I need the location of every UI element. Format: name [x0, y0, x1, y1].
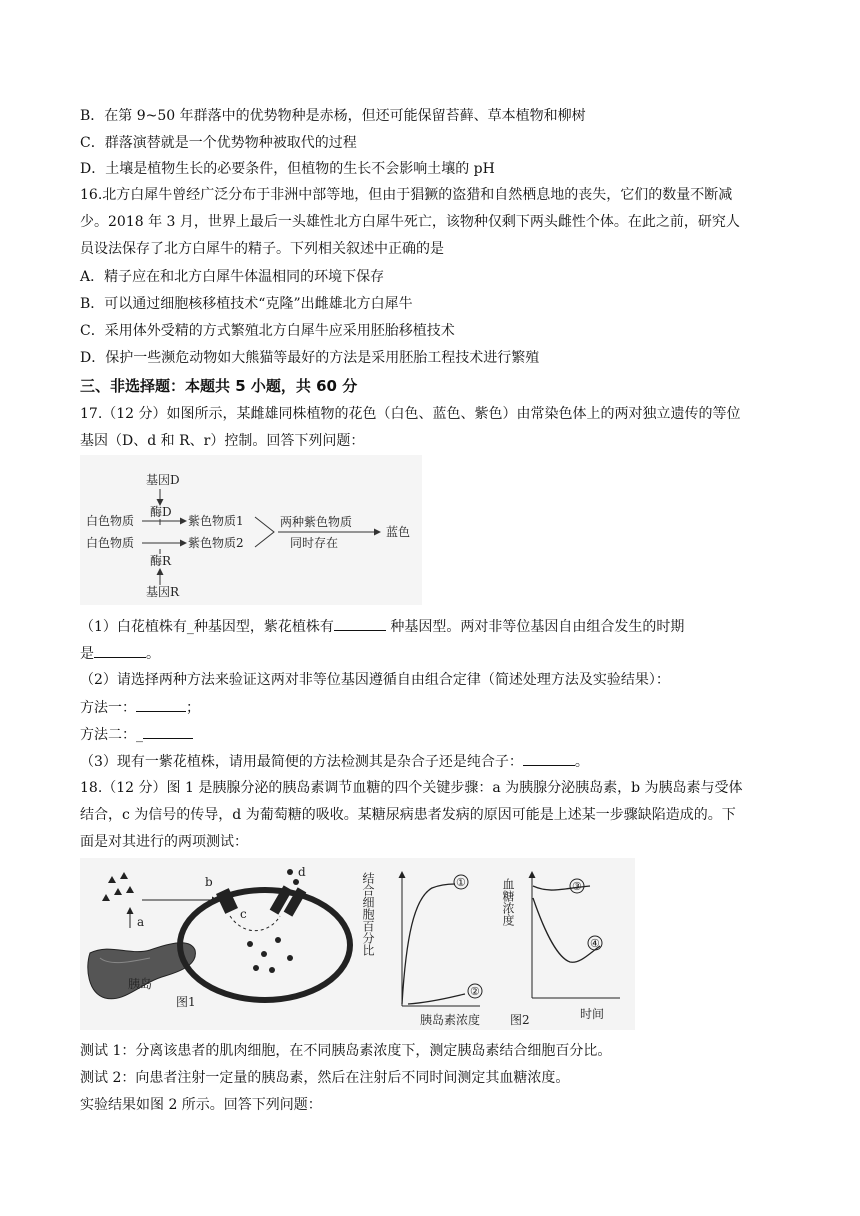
enzyme-r-label: 酶R: [150, 554, 172, 568]
figure-2-right-graph: [501, 872, 620, 1027]
step-c-label: c: [240, 907, 247, 921]
curve-2-label: ②: [470, 985, 480, 998]
q15-option-c: C．群落演替就是一个优势物种被取代的过程: [80, 135, 357, 151]
both-purple-label: 两种紫色物质: [280, 515, 353, 529]
insulin-figures: [80, 858, 635, 1030]
y-axis-label-binding: 结合细胞百分比: [361, 872, 375, 956]
q16-stem-line1: 16.北方白犀牛曾经广泛分布于非洲中部等地，但由于猖獗的盗猎和自然栖息地的丧失，它们的数量不断减: [80, 187, 733, 203]
answer-blank[interactable]: [94, 643, 146, 658]
purple-substance-1: 紫色物质1: [188, 514, 244, 528]
q17-part1: （1）白花植株有_种基因型，紫花植株有 种基因型。两对非等位基因自由组合发生的时期: [80, 616, 684, 637]
q17-part3: （3）现有一紫花植株，请用最简便的方法检测其是杂合子还是纯合子： 。: [80, 751, 589, 772]
white-substance-1: 白色物质: [86, 514, 135, 528]
purple-substance-2: 紫色物质2: [188, 536, 244, 550]
x-axis-label-time: 时间: [580, 1007, 605, 1021]
curve-4-label: ④: [590, 937, 600, 950]
gene-r-label: 基因R: [146, 585, 180, 599]
white-substance-2: 白色物质: [86, 536, 135, 550]
q17-stem-line2: 基因（D、d 和 R、r）控制。回答下列问题：: [80, 433, 365, 449]
q16-option-a: A．精子应在和北方白犀牛体温相同的环境下保存: [80, 269, 385, 285]
q16-stem-line3: 员设法保存了北方白犀牛的精子。下列相关叙述中正确的是: [80, 241, 444, 257]
pancreas-label: 胰岛: [128, 977, 153, 991]
curve-1-label: ①: [456, 876, 466, 889]
q18-stem-line3: 面是对其进行的两项测试：: [80, 834, 248, 850]
answer-blank[interactable]: [136, 697, 186, 712]
q18-stem-line1: 18.（12 分）图 1 是胰腺分泌的胰岛素调节血糖的四个关键步骤：a 为胰腺分泌胰岛素，b 为胰岛素与受体: [80, 780, 743, 796]
gene-pathway-diagram: [80, 455, 422, 605]
q17-stem-line1: 17.（12 分）如图所示，某雌雄同株植物的花色（白色、蓝色、紫色）由常染色体上的两对独立遗传的等位: [80, 406, 741, 422]
x-axis-label-insulin: 胰岛素浓度: [420, 1013, 481, 1027]
q17-method2: 方法二：_: [80, 724, 193, 745]
y-axis-label-glucose: 血糖浓度: [501, 878, 515, 926]
q16-option-b: B．可以通过细胞核移植技术“克隆”出雌雄北方白犀牛: [80, 296, 413, 312]
figure-2-left-graph: [361, 871, 482, 1027]
step-d-label: d: [298, 865, 306, 879]
blue-label: 蓝色: [386, 525, 411, 539]
coexist-label: 同时存在: [290, 536, 339, 550]
figure-1-caption: 图1: [176, 995, 196, 1009]
answer-blank[interactable]: [334, 616, 386, 631]
q17-part2: （2）请选择两种方法来验证这两对非等位基因遵循自由组合定律（简述处理方法及实验结果）：: [80, 672, 670, 688]
figure-1: [88, 865, 350, 1009]
answer-blank[interactable]: [523, 751, 575, 766]
q18-test2: 测试 2：向患者注射一定量的胰岛素，然后在注射后不同时间测定其血糖浓度。: [80, 1070, 570, 1086]
q15-option-b: B．在第 9~50 年群落中的优势物种是赤杨，但还可能保留苔藓、草本植物和柳树: [80, 108, 586, 124]
figure-2-caption: 图2: [510, 1013, 530, 1027]
q17-part1-cont: 是 。: [80, 643, 160, 664]
answer-blank[interactable]: [143, 724, 193, 739]
gene-d-label: 基因D: [146, 473, 180, 487]
q16-option-d: D．保护一些濒危动物如大熊猫等最好的方法是采用胚胎工程技术进行繁殖: [80, 350, 540, 366]
step-a-label: a: [137, 915, 145, 929]
step-b-label: b: [205, 875, 213, 889]
q18-stem-line2: 结合，c 为信号的传导，d 为葡萄糖的吸收。某糖尿病患者发病的原因可能是上述某一步骤缺陷造成的。下: [80, 807, 736, 823]
q16-option-c: C．采用体外受精的方式繁殖北方白犀牛应采用胚胎移植技术: [80, 323, 455, 339]
q16-stem-line2: 少。2018 年 3 月，世界上最后一头雄性北方白犀牛死亡，该物种仅剩下两头雌性个体。在此之前，研究人: [80, 214, 740, 230]
q18-result: 实验结果如图 2 所示。回答下列问题：: [80, 1097, 322, 1113]
q15-option-d: D．土壤是植物生长的必要条件，但植物的生长不会影响土壤的 pH: [80, 161, 495, 177]
enzyme-d-label: 酶D: [150, 505, 172, 519]
section-heading: 三、非选择题：本题共 5 小题，共 60 分: [80, 377, 358, 395]
q18-test1: 测试 1：分离该患者的肌肉细胞，在不同胰岛素浓度下，测定胰岛素结合细胞百分比。: [80, 1043, 612, 1059]
curve-3-label: ③: [572, 880, 582, 893]
q17-method1: 方法一： ；: [80, 697, 200, 718]
